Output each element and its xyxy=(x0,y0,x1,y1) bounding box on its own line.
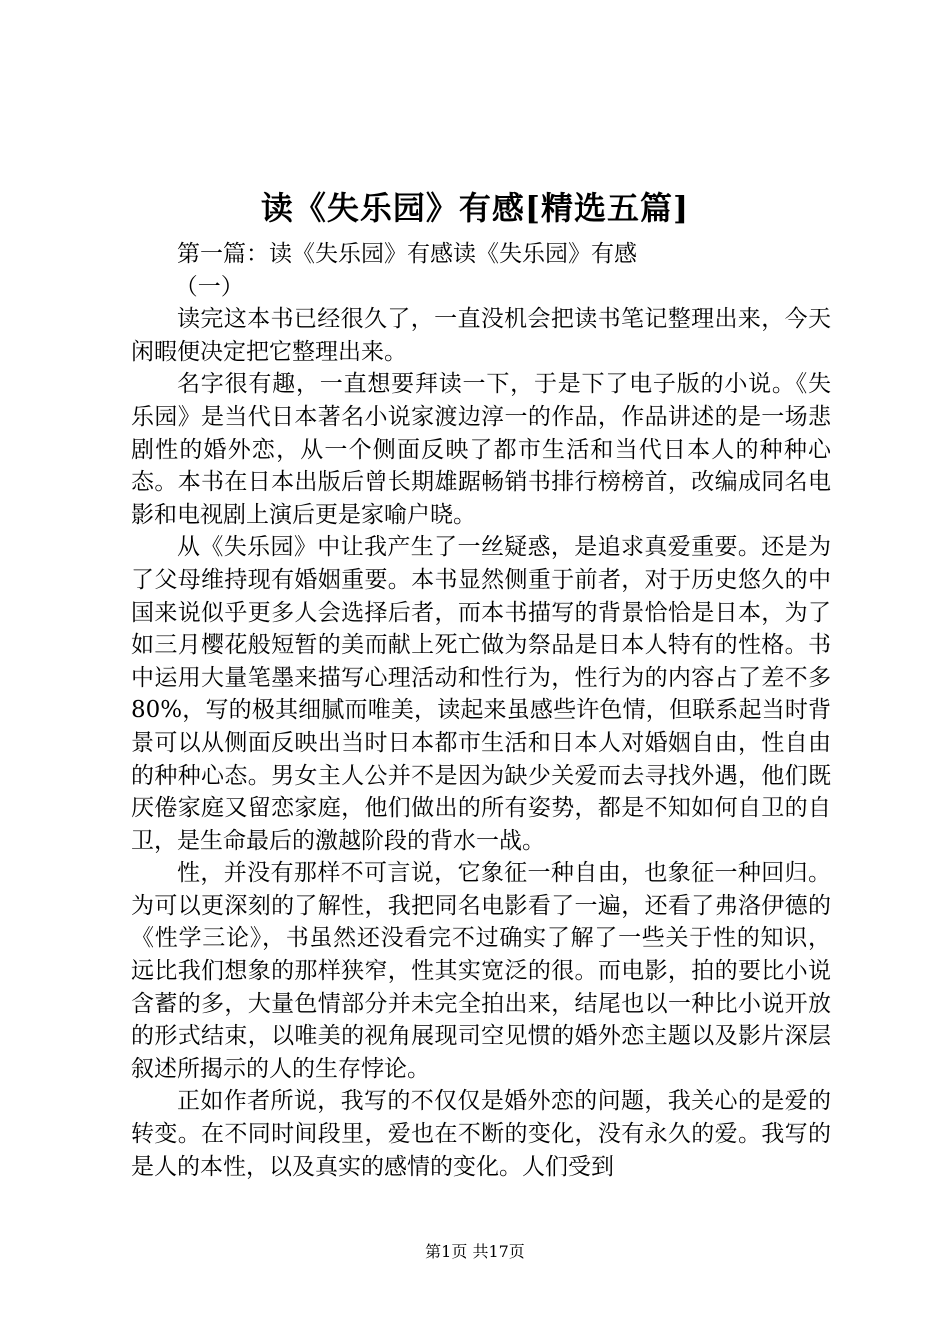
document-body xyxy=(131,238,831,1183)
paragraph: 名字很有趣，一直想要拜读一下，于是下了电子版的小说。《失乐园》是当代日本著名小说家渡边淳一的作品，作品讲述的是一场悲剧性的婚外恋，从一个侧面反映了都市生活和当代日本人的种种心态。本书在日本出版后曾长期雄踞畅销书排行榜榜首，改编成同名电影和电视剧上演后更是家喻户晓。 xyxy=(131,371,831,528)
paragraph: 读完这本书已经很久了，一直没机会把读书笔记整理出来，今天闲暇便决定把它整理出来。 xyxy=(131,306,831,365)
paragraph: 正如作者所说，我写的不仅仅是婚外恋的问题，我关心的是爱的转变。在不同时间段里，爱也在不断的变化，没有永久的爱。我写的是人的本性，以及真实的感情的变化。人们受到 xyxy=(131,1088,831,1180)
document-title: 读《失乐园》有感[精选五篇] xyxy=(260,189,690,227)
paragraph: 性，并没有那样不可言说，它象征一种自由，也象征一种回归。为可以更深刻的了解性，我把同名电影看了一遍，还看了弗洛伊德的《性学三论》，书虽然还没看完不过确实了解了一些关于性的知识，远比我们想象的那样狭窄，性其实宽泛的很。而电影，拍的要比小说含蓄的多，大量色情部分并未完全拍出来，结尾也以一种比小说开放的形式结束，以唯美的视角展现司空见惯的婚外恋主题以及影片深层叙述所揭示的人的生存悖论。 xyxy=(131,860,831,1082)
section-heading: 第一篇：读《失乐园》有感读《失乐园》有感 xyxy=(177,241,637,267)
section-marker: （一） xyxy=(174,273,244,300)
page-footer: 第1页 共17页 xyxy=(425,1242,525,1261)
paragraph: 从《失乐园》中让我产生了一丝疑惑，是追求真爱重要。还是为了父母维持现有婚姻重要。本书显然侧重于前者，对于历史悠久的中国来说似乎更多人会选择后者，而本书描写的背景恰恰是日本，为了如三月樱花般短暂的美而献上死亡做为祭品是日本人特有的性格。书中运用大量笔墨来描写心理活动和性行为，性行为的内容占了差不多80%，写的极其细腻而唯美，读起来虽感些许色情，但联系起当时背景可以从侧面反映出当时日本都市生活和日本人对婚姻自由，性自由的种种心态。男女主人公并不是因为缺少关爱而去寻找外遇，他们既厌倦家庭又留恋家庭，他们做出的所有姿势，都是不知如何自卫的自卫，是生命最后的激越阶段的背水一战。 xyxy=(131,534,831,854)
